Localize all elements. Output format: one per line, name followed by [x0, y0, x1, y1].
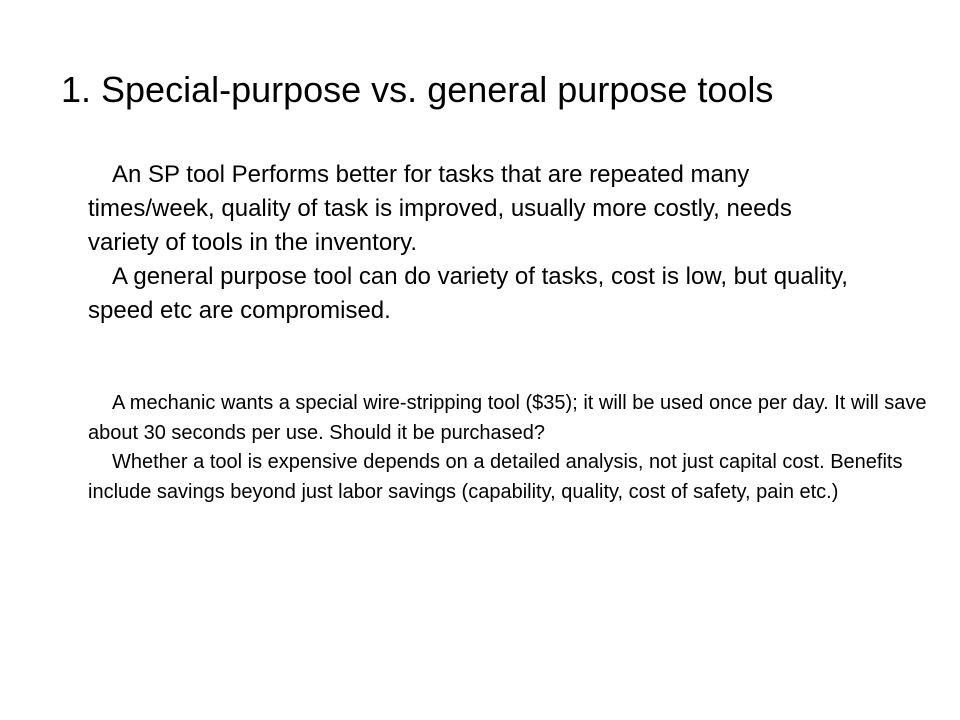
- slide-title: 1. Special-purpose vs. general purpose tools: [61, 69, 774, 110]
- example-text: [88, 389, 928, 507]
- cost-analysis-paragraph: Whether a tool is expensive depends on a detailed analysis, not just capital cost. Benefits include savings beyond just labor savings (capability, quality, cost of safety, pain etc.): [88, 451, 903, 503]
- mechanic-example-paragraph: A mechanic wants a special wire-stripping tool ($35); it will be used once per day. It will save about 30 seconds per use. Should it be purchased?: [88, 392, 927, 444]
- main-body-text: [88, 158, 868, 328]
- special-purpose-paragraph: An SP tool Performs better for tasks that are repeated many times/week, quality of task is improved, usually more costly, needs variety of tools in the inventory.: [88, 161, 792, 256]
- general-purpose-paragraph: A general purpose tool can do variety of tasks, cost is low, but quality, speed etc are compromised.: [88, 263, 848, 324]
